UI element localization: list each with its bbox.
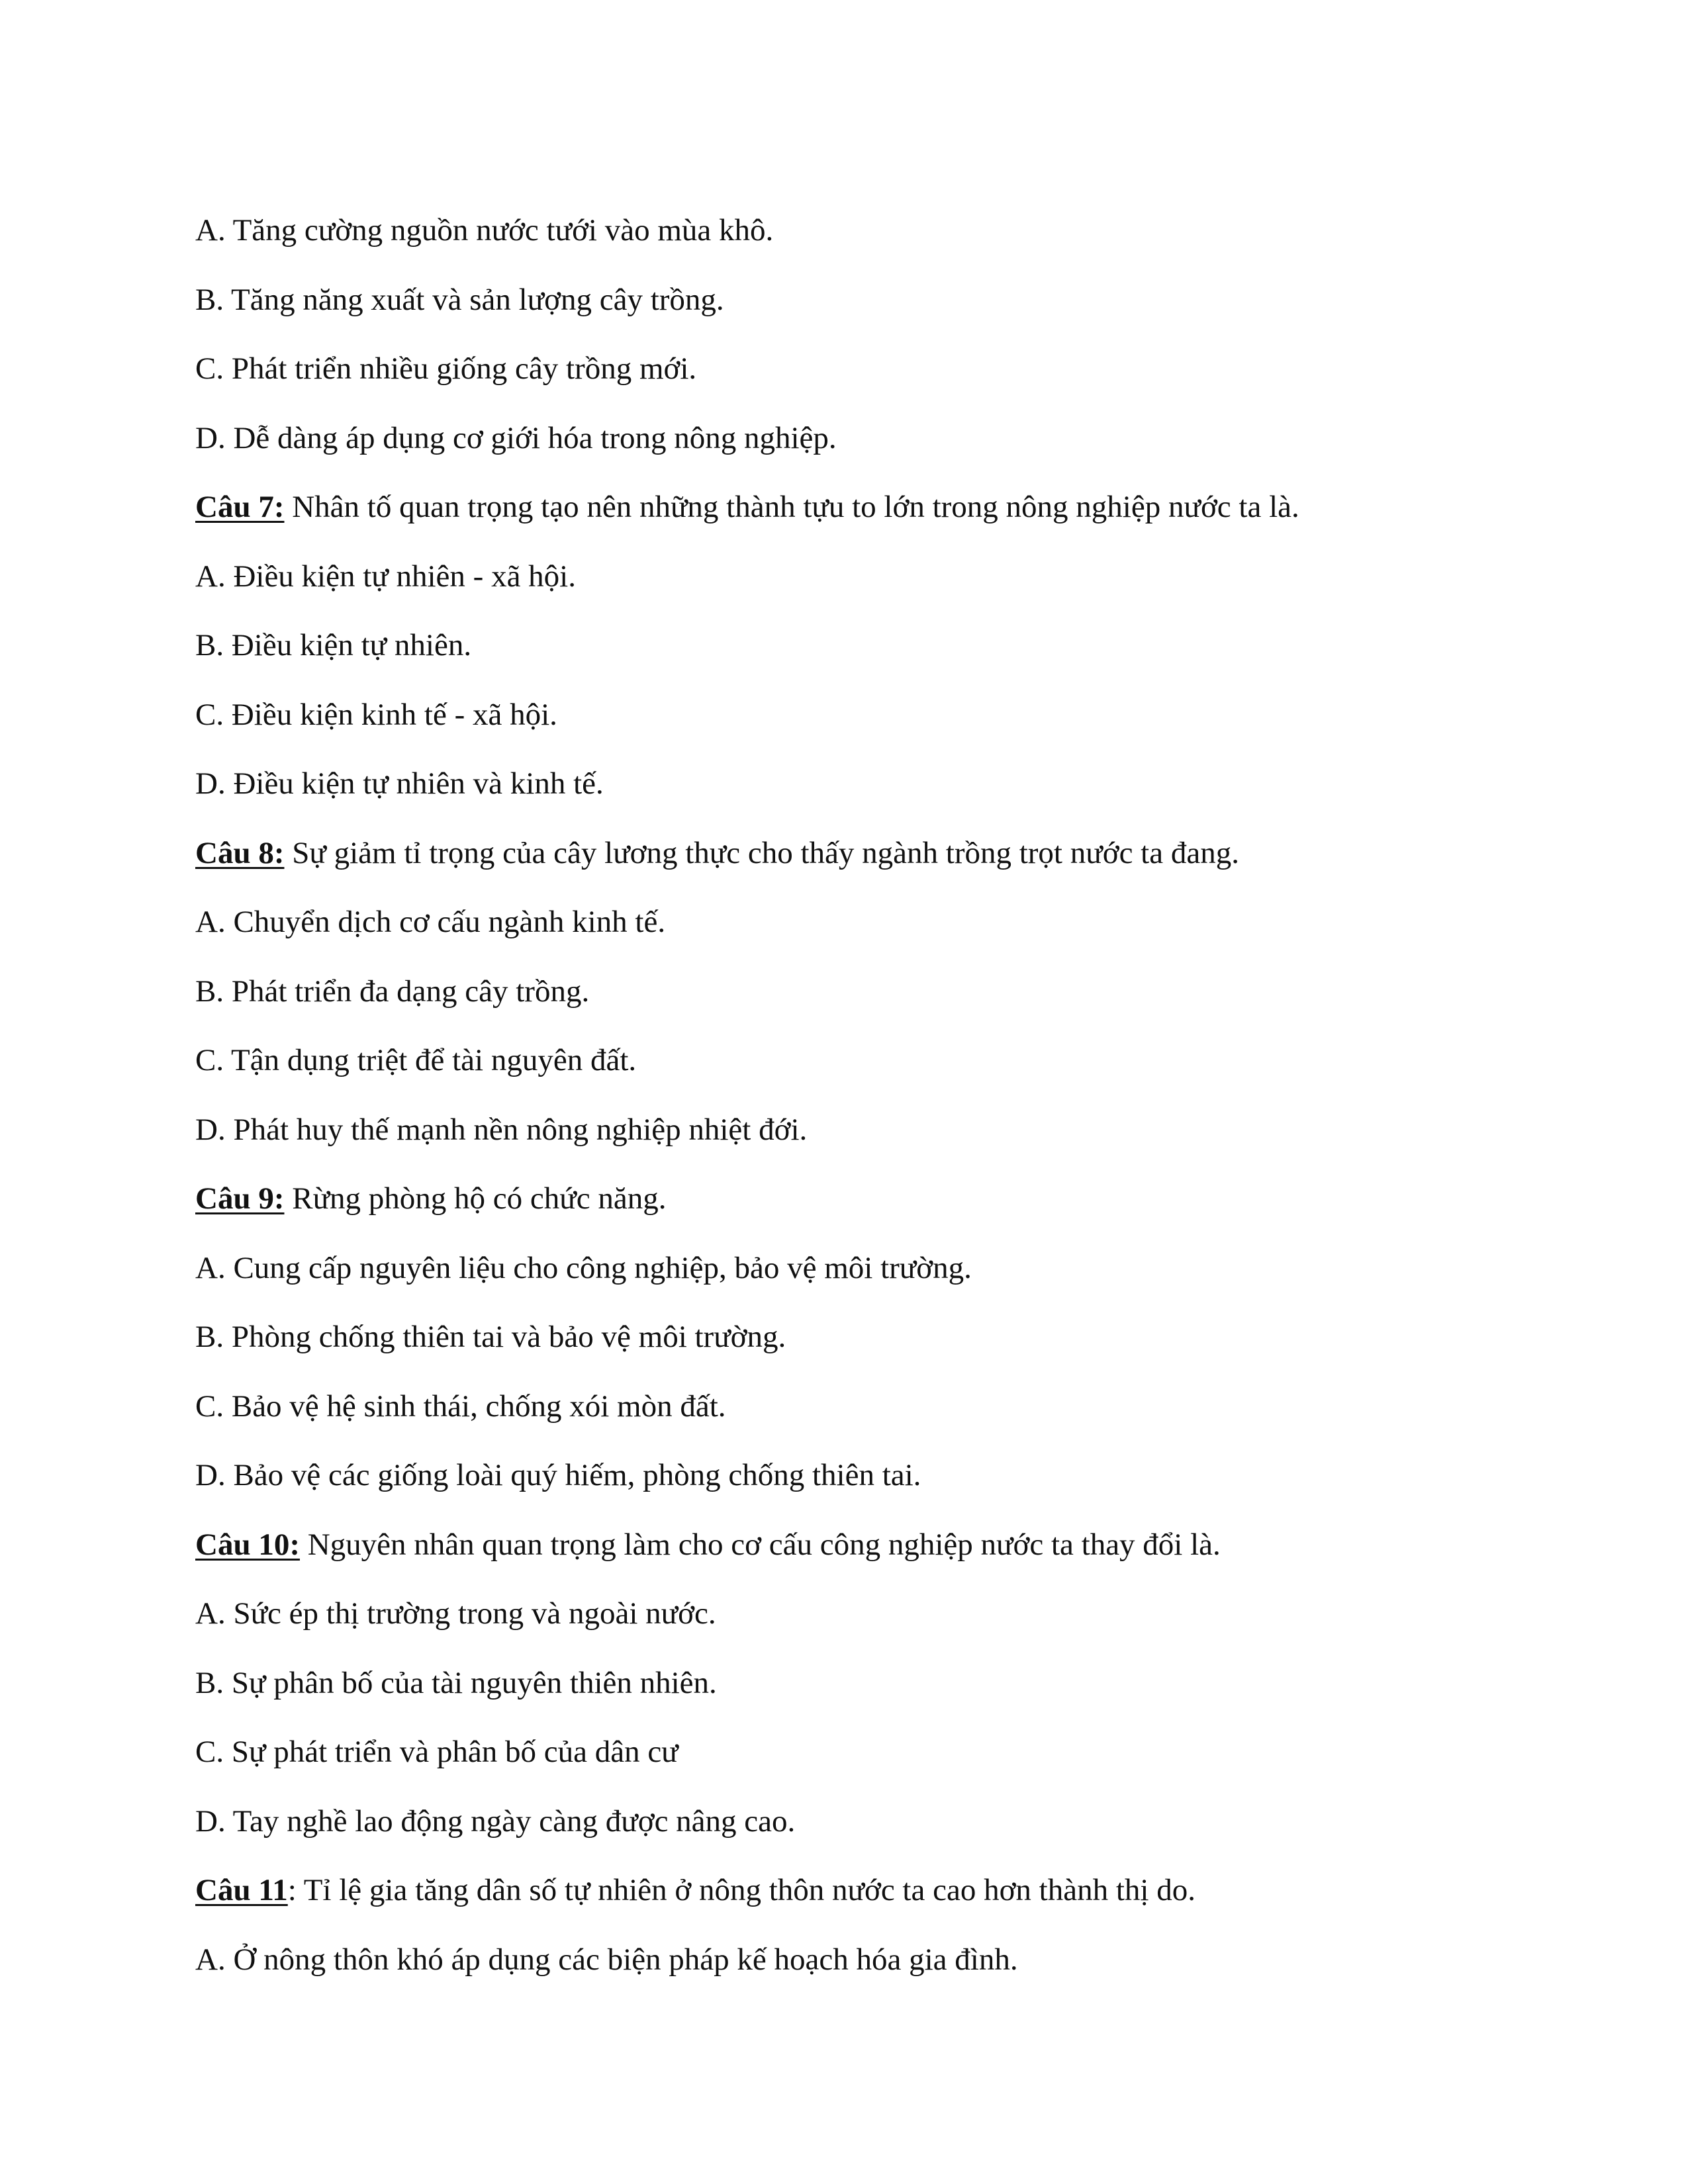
question-11-label: Câu 11 bbox=[195, 1873, 288, 1907]
option-6d: D. Dễ dàng áp dụng cơ giới hóa trong nông nghiệp. bbox=[195, 420, 837, 455]
option-8c: C. Tận dụng triệt để tài nguyên đất. bbox=[195, 1043, 637, 1077]
option-10c: C. Sự phát triển và phân bố của dân cư bbox=[195, 1735, 679, 1769]
option-6a: A. Tăng cường nguồn nước tưới vào mùa khô. bbox=[195, 213, 774, 248]
option-8a: A. Chuyển dịch cơ cấu ngành kinh tế. bbox=[195, 905, 666, 939]
question-9-label: Câu 9: bbox=[195, 1181, 285, 1216]
option-9a: A. Cung cấp nguyên liệu cho công nghiệp, bảo vệ môi trường. bbox=[195, 1250, 972, 1285]
question-7-text: Nhân tố quan trọng tạo nên những thành tựu to lớn trong nông nghiệp nước ta là. bbox=[284, 490, 1299, 524]
option-9b: B. Phòng chống thiên tai và bảo vệ môi trường. bbox=[195, 1320, 786, 1354]
page-content bbox=[195, 196, 1519, 1994]
option-7c: C. Điều kiện kinh tế - xã hội. bbox=[195, 697, 557, 732]
option-8b: B. Phát triển đa dạng cây trồng. bbox=[195, 974, 590, 1009]
option-6b: B. Tăng năng xuất và sản lượng cây trồng. bbox=[195, 282, 724, 317]
question-11 bbox=[195, 1856, 1519, 1925]
option-7a: A. Điều kiện tự nhiên - xã hội. bbox=[195, 559, 576, 594]
question-9 bbox=[195, 1164, 1519, 1234]
option-7b: B. Điều kiện tự nhiên. bbox=[195, 628, 472, 662]
question-10-text: Nguyên nhân quan trọng làm cho cơ cấu công nghiệp nước ta thay đổi là. bbox=[299, 1527, 1221, 1562]
option-11a: A. Ở nông thôn khó áp dụng các biện pháp kế hoạch hóa gia đình. bbox=[195, 1942, 1018, 1977]
question-8 bbox=[195, 819, 1519, 888]
question-10 bbox=[195, 1510, 1519, 1580]
question-8-text: Sự giảm tỉ trọng của cây lương thực cho thấy ngành trồng trọt nước ta đang. bbox=[284, 835, 1239, 870]
question-9-text: Rừng phòng hộ có chức năng. bbox=[284, 1181, 667, 1216]
option-10a: A. Sức ép thị trường trong và ngoài nước. bbox=[195, 1596, 716, 1631]
option-10d: D. Tay nghề lao động ngày càng được nâng cao. bbox=[195, 1803, 796, 1839]
option-8d: D. Phát huy thế mạnh nền nông nghiệp nhiệt đới. bbox=[195, 1112, 808, 1147]
option-9c: C. Bảo vệ hệ sinh thái, chống xói mòn đất. bbox=[195, 1388, 726, 1424]
option-9d: D. Bảo vệ các giống loài quý hiếm, phòng chống thiên tai. bbox=[195, 1458, 921, 1492]
question-7 bbox=[195, 473, 1519, 542]
question-11-text: : Tỉ lệ gia tăng dân số tự nhiên ở nông thôn nước ta cao hơn thành thị do. bbox=[287, 1873, 1196, 1907]
option-10b: B. Sự phân bố của tài nguyên thiên nhiên. bbox=[195, 1665, 717, 1700]
question-7-label: Câu 7: bbox=[195, 490, 285, 524]
question-8-label: Câu 8: bbox=[195, 835, 285, 870]
question-10-label: Câu 10: bbox=[195, 1527, 300, 1562]
option-7d: D. Điều kiện tự nhiên và kinh tế. bbox=[195, 766, 604, 801]
option-6c: C. Phát triển nhiều giống cây trồng mới. bbox=[195, 351, 697, 386]
